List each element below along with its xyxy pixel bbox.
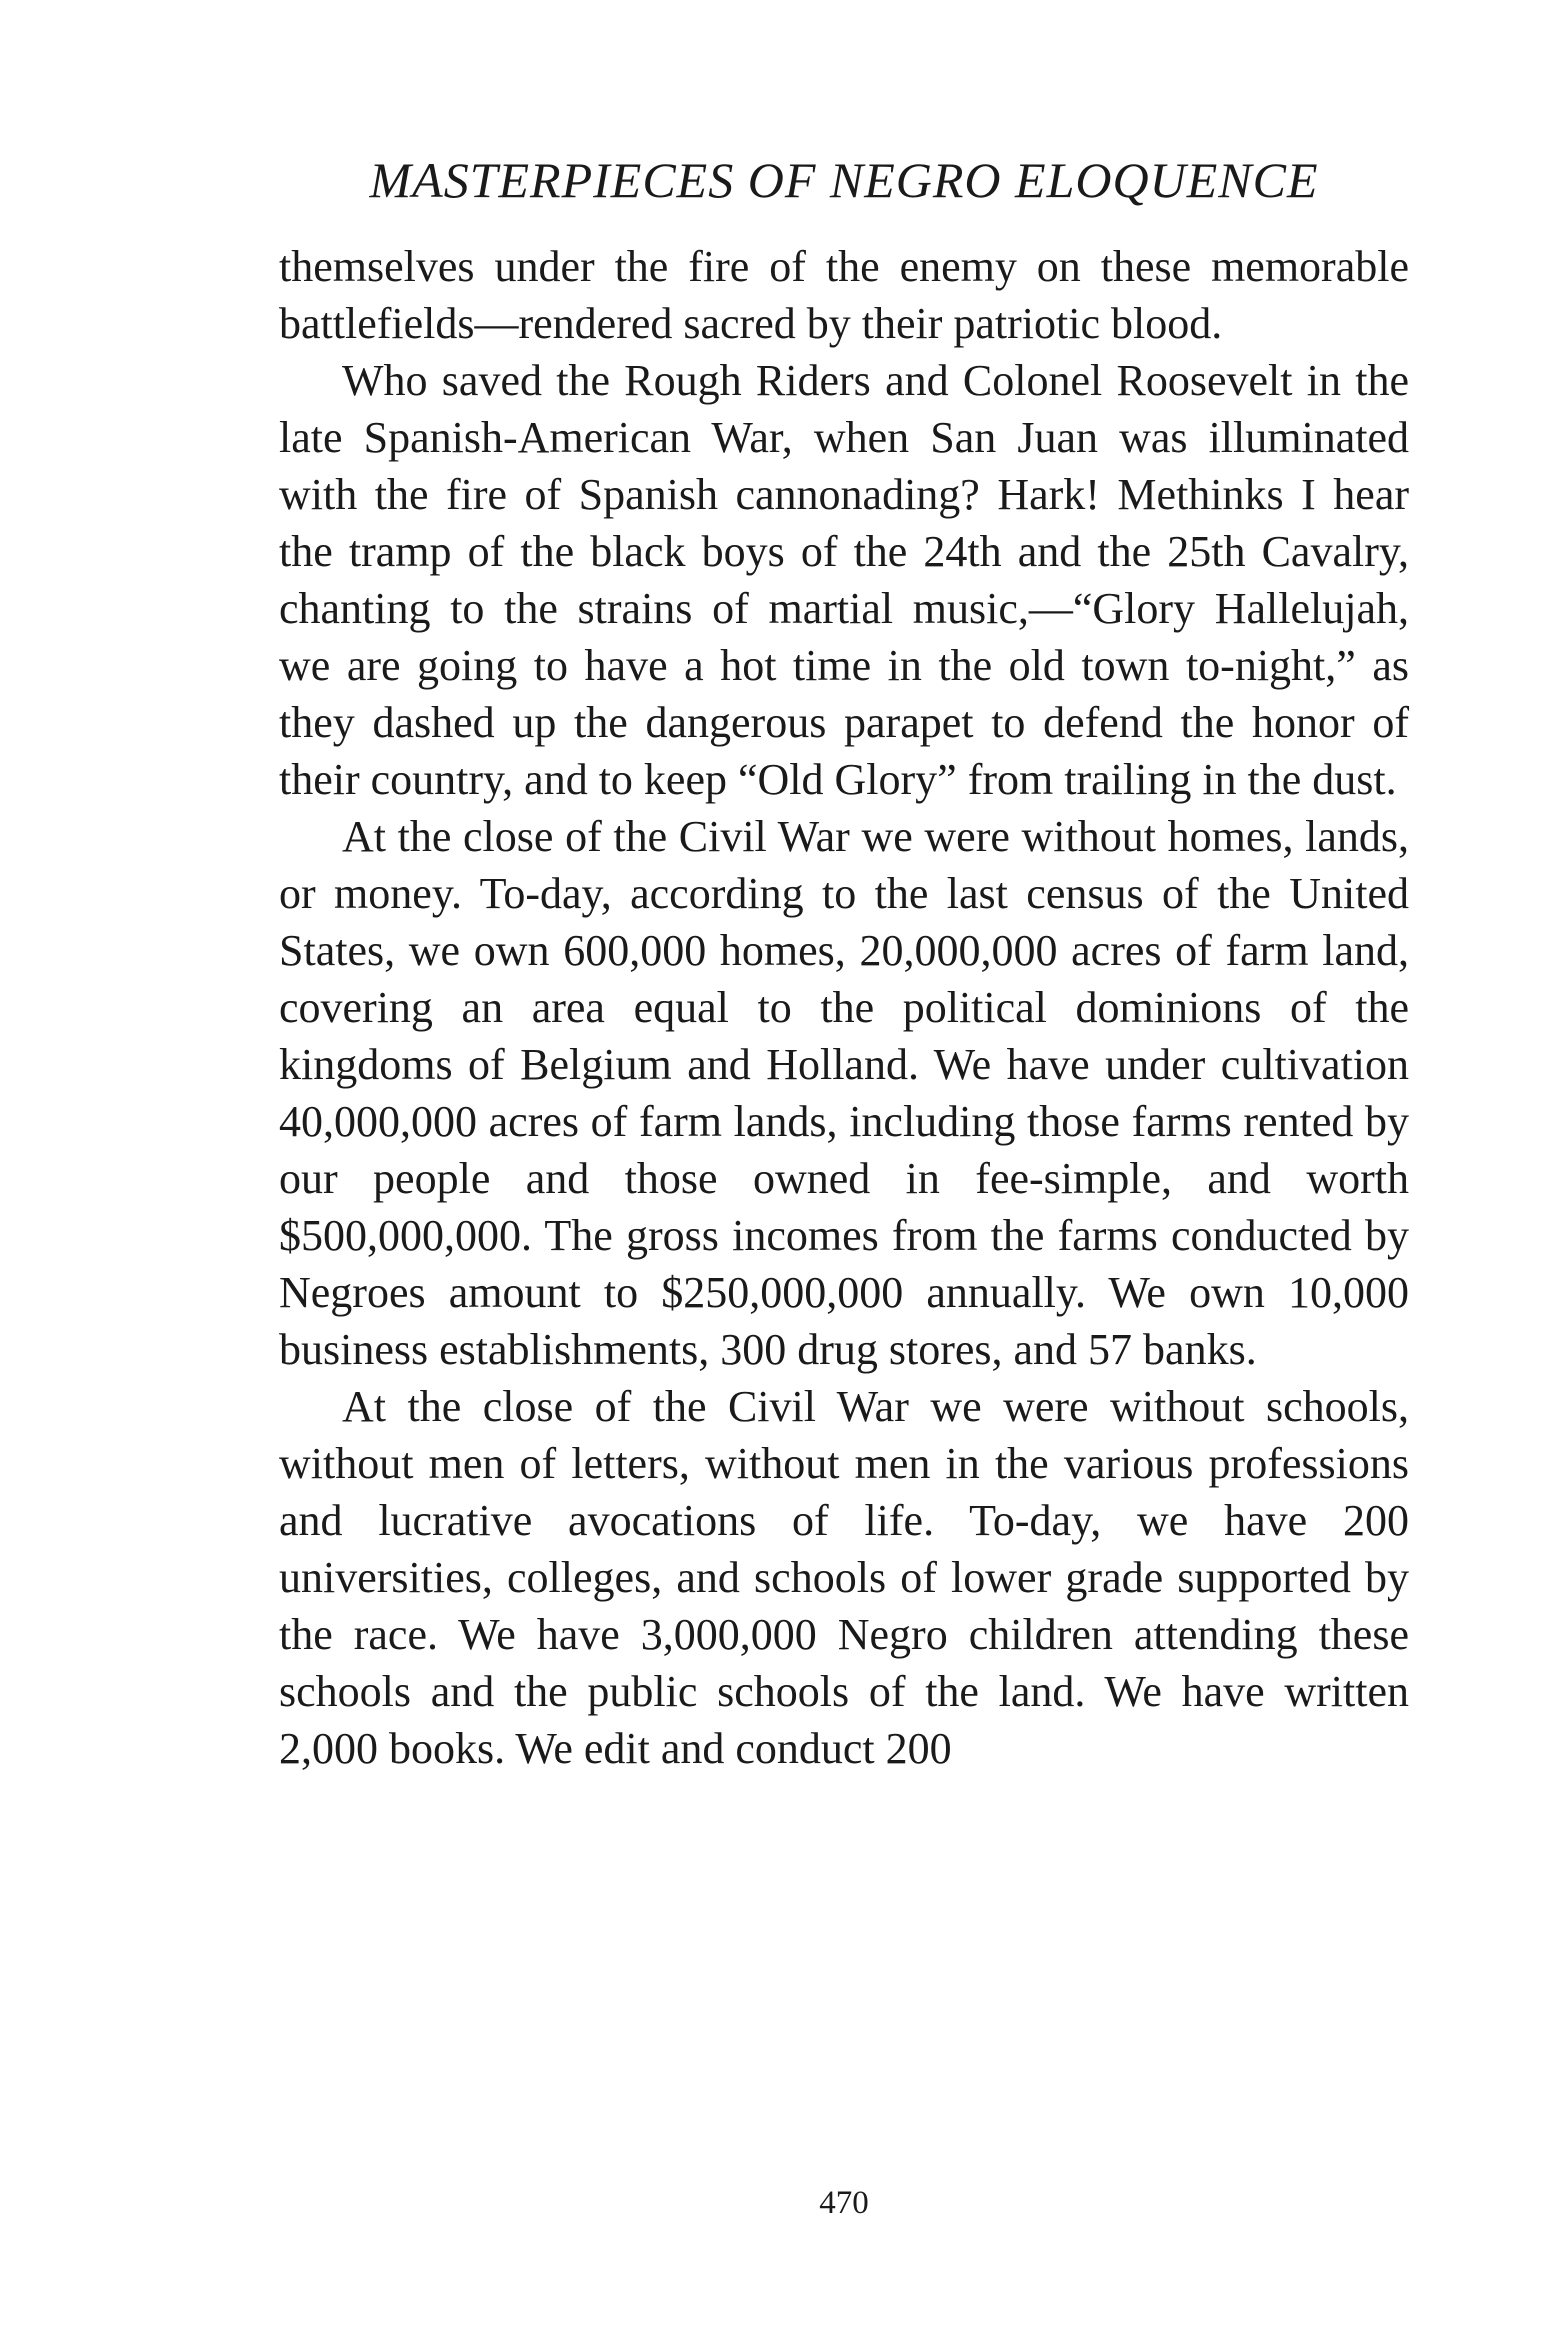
paragraph-4: At the close of the Civil War we were without schools, without men of letters, without men in the various professions and lucrative avocations of life. To-day, we have 200 universities, colleges, and schools of lower grade supported by the race. We have 3,000,000 Negro children attending these schools and the public schools of the land. We have written 2,000 books. We edit and conduct 200 [279, 1382, 1409, 1773]
book-page [279, 150, 1409, 1777]
page-number: 470 [819, 2185, 869, 2221]
running-head: MASTERPIECES OF NEGRO ELOQUENCE [369, 152, 1319, 208]
paragraph-2: Who saved the Rough Riders and Colonel Roosevelt in the late Spanish-American War, when San Juan was illuminated with the fire of Spanish cannonading? Hark! Methinks I hear the tramp of the black boys of the 24th and the 25th Cavalry, chanting to the strains of martial music,—“Glory Hallelujah, we are going to have a hot time in the old town to-night,” as they dashed up the dangerous parapet to defend the honor of their country, and to keep “Old Glory” from trailing in the dust. [279, 356, 1409, 804]
paragraph-3: At the close of the Civil War we were without homes, lands, or money. To-day, according to the last census of the United States, we own 600,000 homes, 20,000,000 acres of farm land, covering an area equal to the political dominions of the kingdoms of Belgium and Holland. We have under cultivation 40,000,000 acres of farm lands, including those farms rented by our people and those owned in fee-simple, and worth $500,000,000. The gross incomes from the farms conducted by Negroes amount to $250,000,000 annually. We own 10,000 business establishments, 300 drug stores, and 57 banks. [279, 812, 1409, 1374]
body-text [279, 238, 1409, 1777]
paragraph-1: themselves under the fire of the enemy on these memorable battlefields—rendered sacred by their patriotic blood. [279, 242, 1409, 348]
